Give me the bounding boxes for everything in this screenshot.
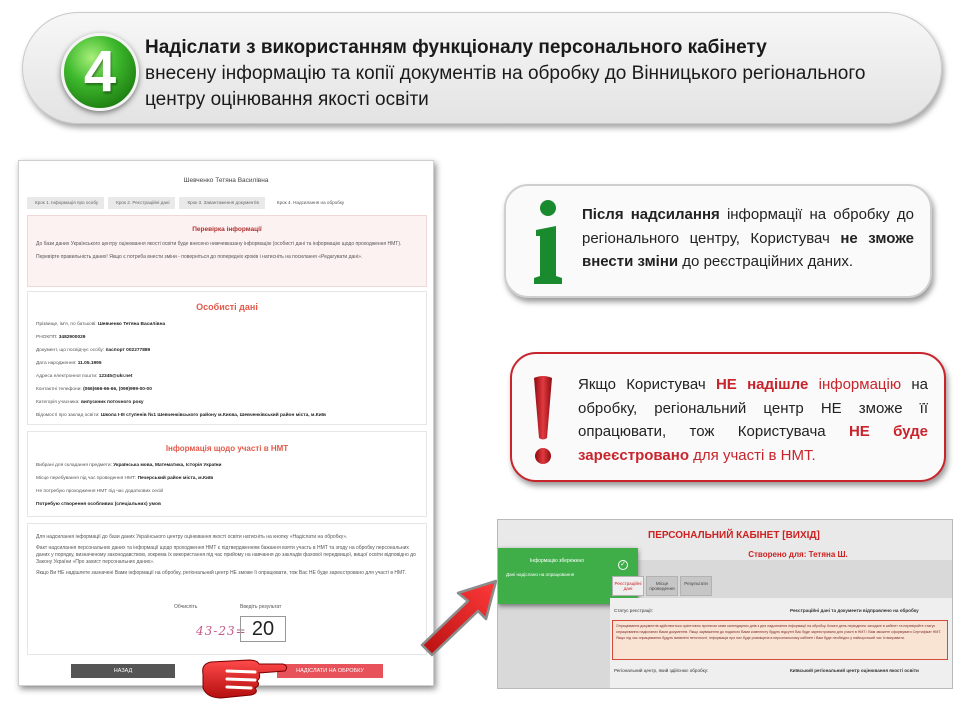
step-banner (22, 12, 942, 124)
step-number-badge (61, 33, 139, 111)
submit-text1: Для надсилання інформації до бази даних Українського центру оцінювання якості освіти натисніть на кнопку «Надіслати на обробку». (36, 534, 348, 540)
submit-text2: Факт надсилання персональних даних та інформації щодо проходження НМТ є підтвердженням бажання взяти участь в НМТ та згоду на обробку персональних даних у порядку, визначеному законодавством, зокрема їх використання під час прийому на навчання до закладів фахової передвищої, вищої освіти відповідно до Закону України «Про захист персональних даних». (36, 545, 416, 565)
status-value: Реєстраційні дані та документи відправлено на обробку (790, 608, 919, 613)
wizard-step-3[interactable]: Крок 3. Завантаження документів (179, 197, 264, 209)
cabinet-screenshot (18, 160, 434, 686)
cabinet-tabs (612, 576, 714, 598)
nmt-info-title: Інформація щодо участі в НМТ (165, 444, 289, 453)
personal-fields (28, 318, 426, 422)
captcha-answer-input[interactable]: 20 (240, 616, 286, 642)
tab-results[interactable]: Результати (680, 576, 712, 596)
field-row: Відомості про заклад освіти: Школа І-ІІІ ступенів №1 Шевченківського району м.Києва, Шевченківський район міста, м.Київ (36, 413, 326, 418)
center-value: Київський регіональний центр оцінювання якості освіти (790, 668, 919, 673)
field-row: Контактні телефони: (066)666-66-66, (099)999-00-00 (36, 387, 152, 392)
processing-note: Опрацювання документів здійснюється орієнтовно протягом семи календарних днів з дня надсилання інформації на обробку. Кожен день періодично заходьте в кабінет та перевіряйте статус опрацювання надісланих Вами документів. Якщо зауваження до поданого Вами комплекту будуть відсутні Вас буде зареєстровано для участі в НМТ і Вам зможете сформувати Сертифікат НМТ. Якщо під час опрацювання будуть виявлені неточності, інформація про них буде розміщена в персональному кабінеті і Вам буде необхідно у найкоротший час їх виправити. (612, 620, 948, 660)
field-row: Потребую створення особливих (спеціальних) умов (36, 502, 161, 507)
info-callout (504, 184, 932, 298)
warning-callout (510, 352, 946, 482)
check-info-text2: Перевірте правильність даних! Якщо є потреба внести зміни - поверніться до попередніх кроків і натисніть на посилання «Редагувати дані». (36, 254, 363, 260)
wizard-step-2[interactable]: Крок 2. Реєстраційні дані (108, 197, 175, 209)
arrow-icon (414, 575, 500, 661)
wizard-step-4[interactable]: Крок 4. Надсилання на обробку (276, 200, 345, 205)
registration-panel (610, 598, 953, 689)
wizard-steps (27, 197, 427, 209)
status-label: Статус реєстрації: (614, 608, 653, 613)
back-button[interactable]: НАЗАД (71, 664, 175, 678)
cabinet-title[interactable]: ПЕРСОНАЛЬНИЙ КАБІНЕТ [ВИХІД] (648, 530, 820, 541)
info-icon (528, 196, 568, 288)
cabinet-result-screenshot (497, 519, 953, 689)
check-info-text1: До бази даних Українського центру оцінювання якості освіти буде внесено нижчевказану інформацію (особисті дані та інформацію щодо проходження НМТ). (36, 241, 402, 247)
captcha-label: Обчисліть (174, 604, 198, 610)
field-row: Прізвище, ім'я, по батькові: Шевченко Тетяна Василівна (36, 322, 166, 327)
field-row: Адреса електронної пошти: 12345@ukr.net (36, 374, 133, 379)
check-info-title: Перевірка інформації (192, 226, 262, 233)
field-row: РНОКПП: 3482900029 (36, 335, 86, 340)
banner-title: Надіслати з використанням функціоналу персонального кабінету (145, 37, 767, 58)
submit-text3: Якщо Ви НЕ надішлете зазначені Вами інформації на обробку, регіональний центр НЕ зможе її опрацювати, тож Вас НЕ буде зареєстровано для участі в НМТ. (36, 570, 407, 576)
pointing-hand-icon (197, 654, 289, 702)
center-label: Регіональний центр, який здійснює обробку: (614, 668, 709, 673)
info-text: Після надсилання інформації на обробку до регіонального центру, Користувач не зможе внести зміни до реєстраційних даних. (582, 206, 914, 270)
step-number: 4 (83, 39, 117, 104)
check-info-card (27, 215, 427, 287)
personal-data-card (27, 291, 427, 425)
answer-label: Введіть результат (240, 604, 282, 610)
field-row: Дата народження: 11.05.1995 (36, 361, 102, 366)
nmt-fields (28, 459, 426, 511)
banner-subtitle: внесену інформацію та копії документів на обробку до Вінницького регіонального центру оцінювання якості освіти (145, 63, 866, 110)
banner-text (145, 35, 915, 113)
personal-data-title: Особисті дані (196, 302, 258, 312)
send-for-processing-button[interactable]: НАДІСЛАТИ НА ОБРОБКУ (277, 664, 383, 678)
field-row: Категорія учасника: випускник поточного року (36, 400, 144, 405)
toast-title: Інформацію збережено (529, 558, 585, 564)
cabinet-subtitle: Створено для: Тетяна Ш. (748, 550, 848, 559)
wizard-step-1[interactable]: Крок 1. Інформація про особу (27, 197, 104, 209)
field-row: Не потребую проходження НМТ під час додаткових сесій (36, 489, 164, 494)
toast-message: Дані надіслано на опрацювання (506, 572, 575, 577)
nmt-info-card (27, 431, 427, 517)
field-row: Місце перебування під час проведення НМТ: Печерський район міста, м.Київ (36, 476, 214, 481)
captcha-image: 43-23= (196, 624, 247, 638)
warning-text: Якщо Користувач НЕ надішле інформацію на обробку, регіональний центр НЕ зможе її опрацювати, тож Користувача НЕ буде зареєстровано для участі в НМТ. (578, 376, 929, 464)
check-icon: ✓ (618, 560, 628, 570)
field-row: Документ, що посвідчує особу: паспорт 002277889 (36, 348, 151, 353)
tab-registration[interactable]: Реєстраційні дані (612, 576, 644, 596)
user-name: Шевченко Тетяна Василівна (183, 177, 269, 184)
field-row: Вибрані для складання предмети: Українська мова, Математика, Історія України (36, 463, 222, 468)
submit-card (27, 523, 427, 655)
exclamation-icon (532, 374, 554, 466)
tab-location[interactable]: Місце проведення (646, 576, 678, 596)
